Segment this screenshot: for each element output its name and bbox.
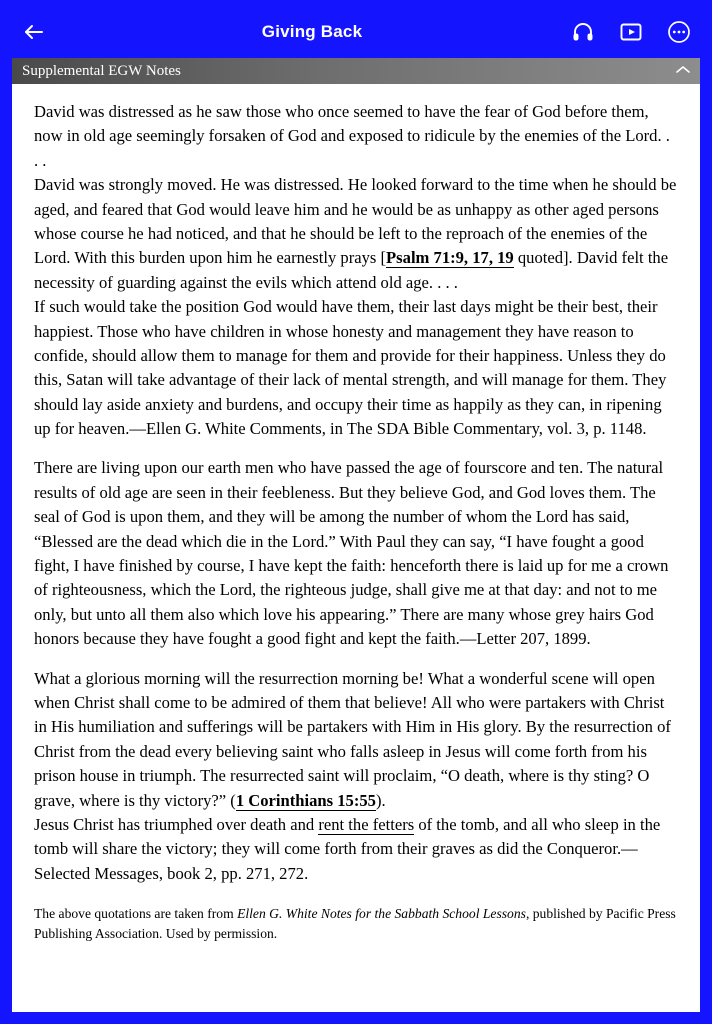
- topbar-actions: [570, 19, 698, 45]
- paragraph-5-text-a: What a glorious morning will the resurrection morning be! What a wonderful scene will open when Christ shall come to be admired of them that believe! All who were partakers with Christ in His humiliation and sufferings will be partakers with Him in His glory. By the resurrection of Christ from the dead every believing saint who falls asleep in Jesus will come forth from his prison house in triumph. The resurrected saint will proclaim, “O death, where is thy sting? O grave, where is thy victory?” (: [34, 668, 671, 810]
- paragraph-2: [34, 173, 678, 295]
- paragraph-2-text-b: quoted]. David felt the necessity of guarding against the evils which attend old age. . . .: [34, 248, 669, 292]
- paragraph-6-text-a: Jesus Christ has triumphed over death and: [34, 814, 319, 834]
- page-title: Giving Back: [261, 22, 363, 41]
- top-bar: [0, 0, 712, 64]
- paragraph-5-text-b: ).: [375, 790, 386, 810]
- inline-reference-link[interactable]: rent the fetters: [318, 814, 415, 834]
- arrow-left-icon: [22, 20, 46, 44]
- scripture-link-psalm[interactable]: Psalm 71:9, 17, 19: [386, 248, 514, 268]
- more-options-icon: [667, 20, 691, 44]
- reading-content[interactable]: [12, 84, 700, 1012]
- paragraph-5: [34, 667, 678, 813]
- headphones-icon: [571, 20, 595, 44]
- paragraph-6-text-b: of the tomb, and all who sleep in the tomb will share the victory; they will come forth from their graves as did the Conqueror.—Selected Messages, book 2, pp. 271, 272.: [34, 814, 661, 883]
- source-credit: [34, 904, 678, 943]
- paragraph-6: [34, 813, 678, 886]
- paragraph-spacer-2: [34, 652, 678, 667]
- credit-text-a: The above quotations are taken from: [34, 906, 238, 922]
- video-button[interactable]: [618, 19, 644, 45]
- paragraph-1: David was distressed as he saw those who once seemed to have the fear of God before them, now in old age seemingly forsaken of God and exposed to ridicule by the enemies of the Lord. . . .: [34, 102, 670, 170]
- scripture-link-corinthians[interactable]: 1 Corinthians 15:55: [235, 790, 376, 810]
- chevron-up-icon[interactable]: [676, 65, 690, 77]
- paragraph-3: If such would take the position God would have them, their last days might be their best, their happiest. Those who have children in whose honesty and management they have reason to confide, should allow them to manage for them and provide for their happiness. Unless they do this, Satan will take advantage of their lack of mental strength, and will manage for them. They should lay aside anxiety and burdens, and occupy their time as happily as they can, in ripening up for heaven.—Ellen G. White Comments, in The SDA Bible Commentary, vol. 3, p. 1148.: [34, 297, 667, 439]
- credit-title: Ellen G. White Notes for the Sabbath School Lessons: [237, 906, 526, 922]
- audio-button[interactable]: [570, 19, 596, 45]
- more-button[interactable]: [666, 19, 692, 45]
- credit-text-b: , published by Pacific Press Publishing Association. Used by permission.: [34, 906, 676, 941]
- paragraph-spacer-1: [34, 441, 678, 456]
- section-header-label: Supplemental EGW Notes: [22, 62, 181, 79]
- video-play-icon: [619, 20, 643, 44]
- paragraph-4: There are living upon our earth men who have passed the age of fourscore and ten. The natural results of old age are seen in their feebleness. But they believe God, and God loves them. The seal of God is upon them, and they will be among the number of whom the Lord has said, “Blessed are the dead which die in the Lord.” With Paul they can say, “I have fought a good fight, I have finished by course, I have kept the faith: henceforth there is laid up for me a crown of righteousness, which the Lord, the righteous judge, shall give me at that day: and not to me only, but unto all them also which love his appearing.” There are many whose grey hairs God honors because they have fought a good fight and kept the faith.—Letter 207, 1899.: [34, 458, 669, 649]
- back-button[interactable]: [14, 12, 54, 52]
- paragraph-2-text-a: David was strongly moved. He was distressed. He looked forward to the time when he should be aged, and feared that God would leave him and he would be as unhappy as other aged persons whose course he had noticed, and that he should be left to the reproach of the enemies of the Lord. With this burden upon him he earnestly prays [: [34, 175, 677, 268]
- section-header-supplemental-notes[interactable]: [12, 58, 700, 84]
